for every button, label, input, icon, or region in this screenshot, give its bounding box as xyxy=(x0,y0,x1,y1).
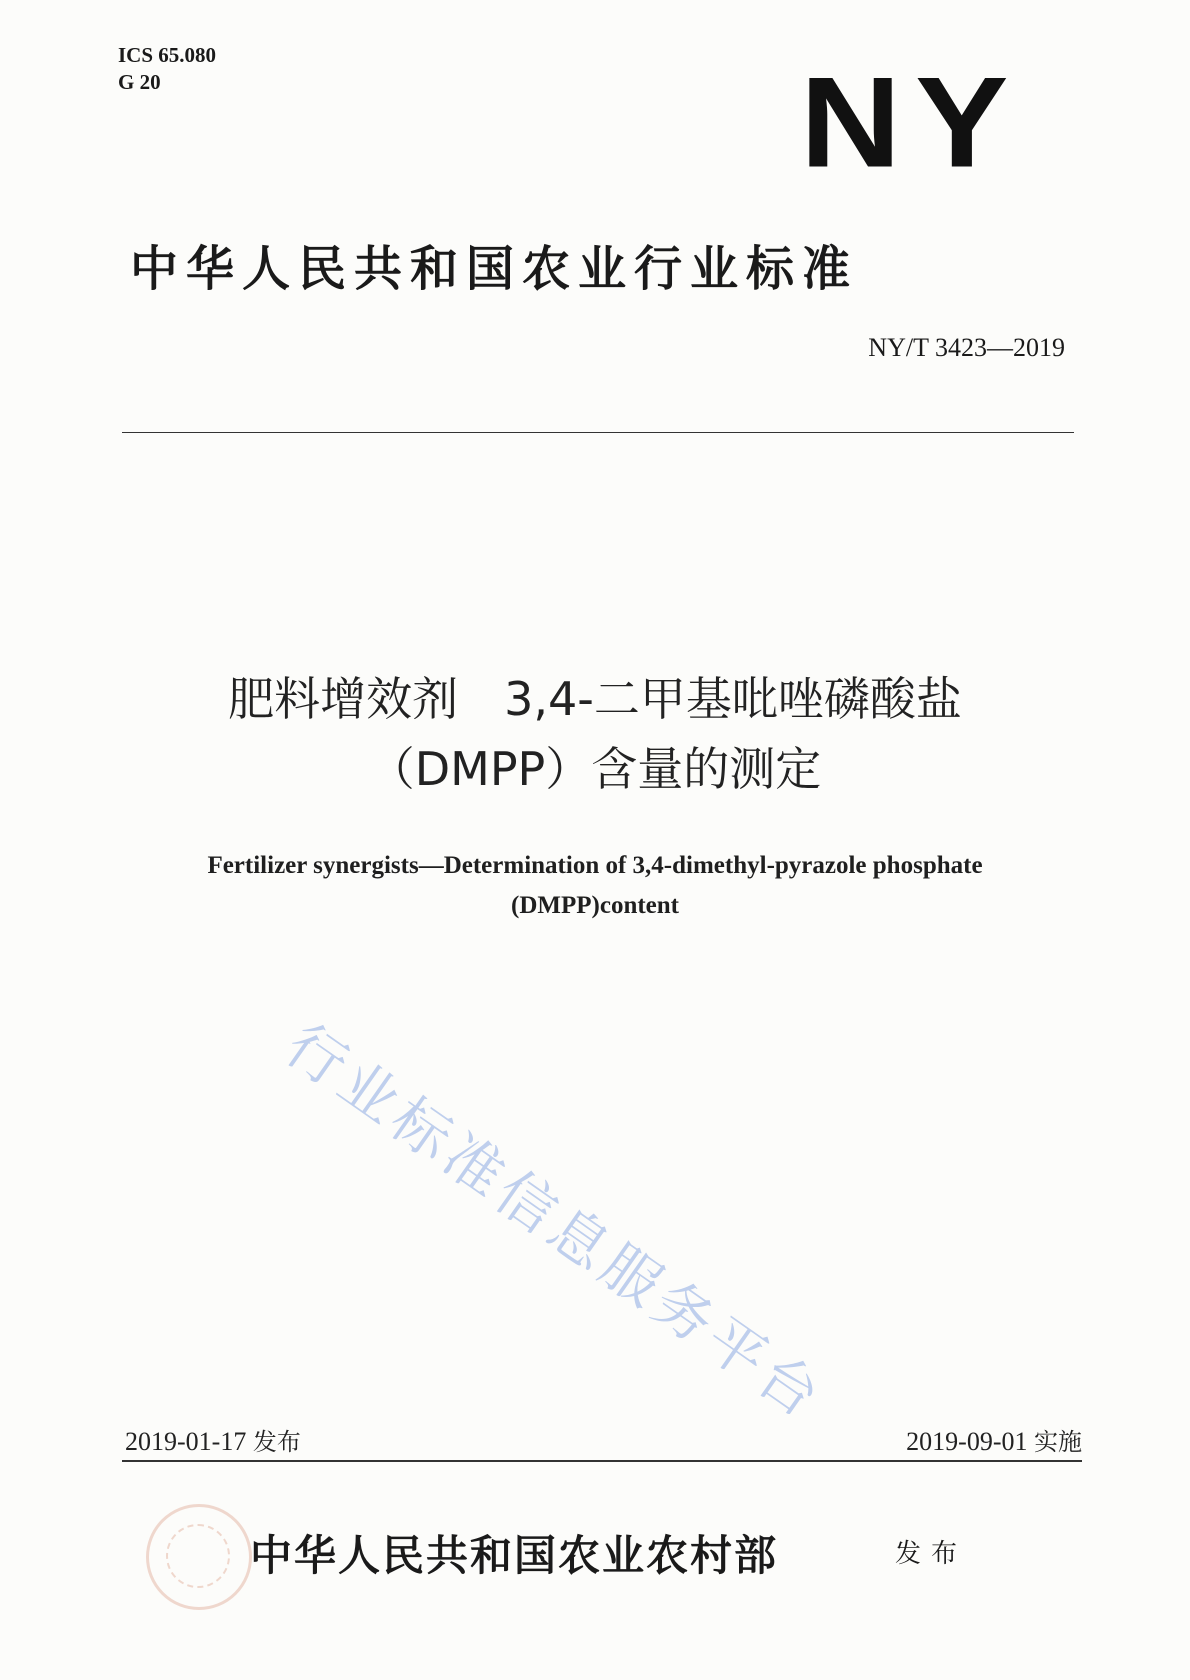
title-en-line2: (DMPP)content xyxy=(511,892,679,919)
title-en-line1: Fertilizer synergists—Determination of 3,4-dimethyl-pyrazole phosphate xyxy=(207,852,983,879)
ics-block xyxy=(118,42,216,96)
standard-type-title: 中华人民共和国农业行业标准 xyxy=(130,241,859,297)
standard-code: NY/T 3423—2019 xyxy=(868,333,1065,362)
publish-date-block xyxy=(125,1422,301,1457)
bottom-divider xyxy=(122,1460,1082,1462)
effective-date: 2019-09-01 xyxy=(906,1427,1028,1456)
seal-emblem-inner xyxy=(166,1524,230,1588)
ics-code: ICS 65.080 xyxy=(118,43,217,67)
top-divider xyxy=(122,432,1074,433)
ny-logo: NY xyxy=(800,49,1023,195)
title-cn-line2: （DMPP）含量的测定 xyxy=(368,742,822,796)
effective-date-block xyxy=(906,1422,1082,1457)
publish-date: 2019-01-17 xyxy=(125,1427,247,1456)
classification-code: G 20 xyxy=(118,70,161,94)
issue-word: 发布 xyxy=(895,1539,968,1569)
title-cn-line1: 肥料增效剂 3,4-二甲基吡唑磷酸盐 xyxy=(228,672,962,726)
watermark: 行业标准信息服务平台 xyxy=(273,1010,837,1434)
publish-word: 发布 xyxy=(252,1428,301,1456)
issuer-name: 中华人民共和国农业农村部 xyxy=(250,1531,779,1580)
effective-word: 实施 xyxy=(1034,1428,1082,1456)
